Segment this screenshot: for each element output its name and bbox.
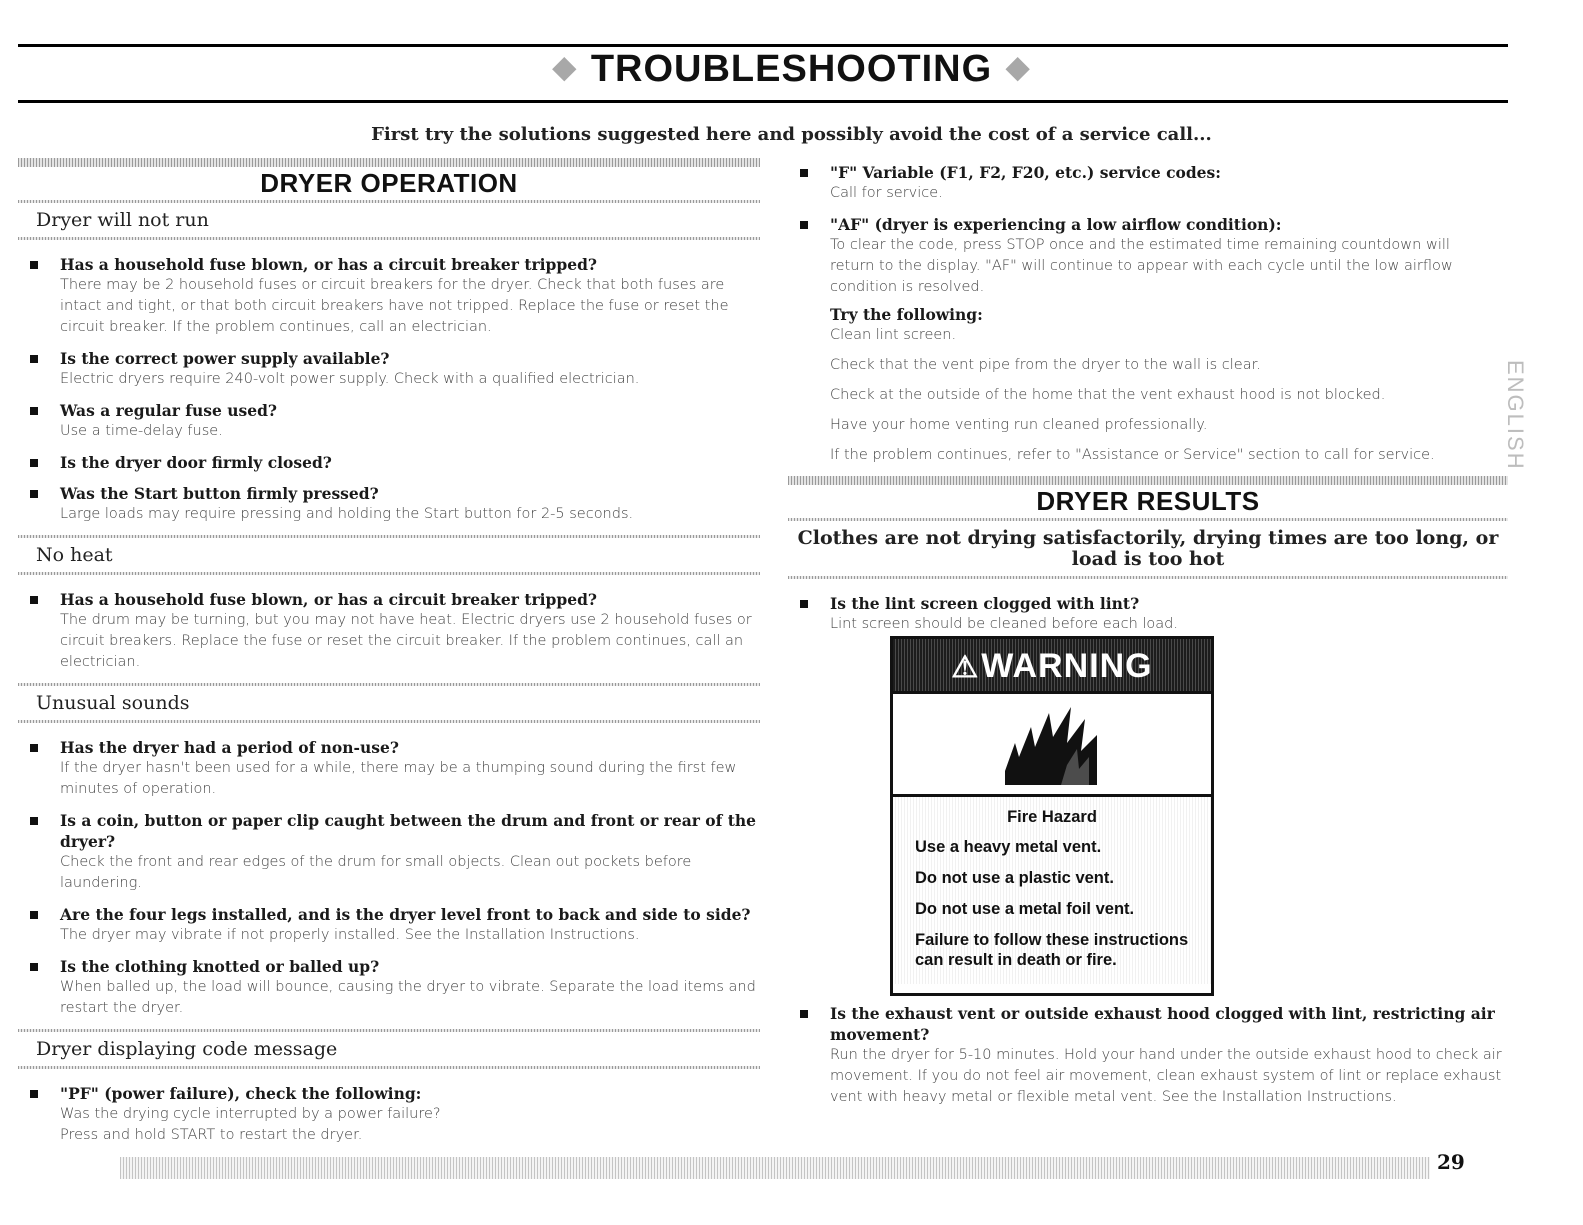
fire-hazard-label: Fire Hazard bbox=[1007, 808, 1097, 826]
try-item: Clean lint screen. bbox=[830, 327, 957, 343]
list-item bbox=[788, 593, 1508, 635]
page-title bbox=[0, 48, 1583, 91]
code-message-list bbox=[18, 1083, 760, 1146]
dryer-operation-heading: DRYER OPERATION bbox=[260, 168, 518, 198]
warning-line: Do not use a plastic vent. bbox=[915, 869, 1114, 887]
try-heading: Try the following: bbox=[830, 305, 983, 324]
diamond-icon: ◆ bbox=[552, 51, 577, 84]
try-item: Check at the outside of the home that the vent exhaust hood is not blocked. bbox=[830, 387, 1386, 403]
list-item bbox=[788, 162, 1508, 204]
list-item bbox=[18, 400, 760, 442]
diamond-icon: ◆ bbox=[1006, 51, 1031, 84]
unusual-sounds-heading: Unusual sounds bbox=[36, 692, 190, 714]
list-item bbox=[18, 956, 760, 1019]
question: Has a household fuse blown, or has a circuit breaker tripped? bbox=[60, 255, 597, 274]
try-item: Check that the vent pipe from the dryer to the wall is clear. bbox=[830, 357, 1261, 373]
page-title-text: TROUBLESHOOTING bbox=[590, 48, 993, 90]
fire-area bbox=[893, 691, 1211, 797]
answer: Press and hold START to restart the dryer. bbox=[60, 1127, 363, 1143]
square-bullet-icon bbox=[30, 817, 38, 825]
answer: The dryer may vibrate if not properly installed. See the Installation Instructions. bbox=[60, 927, 640, 943]
no-heat-heading: No heat bbox=[36, 544, 113, 566]
question: Is the correct power supply available? bbox=[60, 349, 390, 368]
section-band bbox=[788, 476, 1508, 485]
list-item bbox=[788, 1003, 1508, 1108]
dryer-results-heading: DRYER RESULTS bbox=[1036, 486, 1260, 516]
divider bbox=[18, 572, 760, 575]
question: Is the lint screen clogged with lint? bbox=[830, 594, 1140, 613]
question: "PF" (power failure), check the following: bbox=[60, 1084, 422, 1103]
warning-triangle-icon: ⚠ bbox=[951, 651, 980, 684]
answer: Run the dryer for 5-10 minutes. Hold your hand under the outside exhaust hood to check air movement. If you do not feel air movement, clean exhaust system of lint or replace exhaust vent with heavy metal or flexible metal vent. See the Installation Instructions. bbox=[830, 1047, 1502, 1105]
square-bullet-icon bbox=[30, 407, 38, 415]
question: Was a regular fuse used? bbox=[60, 401, 277, 420]
answer: Check the front and rear edges of the drum for small objects. Clean out pockets before laundering. bbox=[60, 854, 692, 891]
square-bullet-icon bbox=[30, 1090, 38, 1098]
language-tab: ENGLISH bbox=[1503, 359, 1528, 471]
service-codes-list bbox=[788, 162, 1508, 466]
code-message-heading: Dryer displaying code message bbox=[36, 1038, 338, 1060]
answer: Use a time-delay fuse. bbox=[60, 423, 223, 439]
answer: If the dryer hasn't been used for a while, there may be a thumping sound during the first few minutes of operation. bbox=[60, 760, 737, 797]
list-item bbox=[18, 810, 760, 894]
question: Has a household fuse blown, or has a circuit breaker tripped? bbox=[60, 590, 597, 609]
results-list-continued bbox=[788, 1003, 1508, 1118]
warning-banner-text: WARNING bbox=[981, 647, 1153, 685]
warning-line: Failure to follow these instructions can result in death or fire. bbox=[915, 931, 1189, 969]
square-bullet-icon bbox=[30, 596, 38, 604]
list-item bbox=[18, 904, 760, 946]
answer: There may be 2 household fuses or circuit breakers for the dryer. Check that both fuses are intact and tight, or that both circuit breakers have not tripped. Replace the fuse or reset the circuit breaker. If the problem continues, call an electrician. bbox=[60, 277, 729, 335]
square-bullet-icon bbox=[30, 963, 38, 971]
list-item bbox=[18, 483, 760, 525]
square-bullet-icon bbox=[30, 744, 38, 752]
answer: Lint screen should be cleaned before each load. bbox=[830, 616, 1178, 632]
section-band bbox=[18, 158, 760, 167]
page-subtitle: First try the solutions suggested here and possibly avoid the cost of a service call... bbox=[371, 124, 1212, 145]
right-column bbox=[788, 160, 1508, 645]
unusual-sounds-list bbox=[18, 737, 760, 1019]
list-item bbox=[18, 589, 760, 673]
question: Is the dryer door firmly closed? bbox=[60, 453, 332, 472]
question: "F" Variable (F1, F2, F20, etc.) service codes: bbox=[830, 163, 1221, 182]
results-list bbox=[788, 593, 1508, 635]
square-bullet-icon bbox=[30, 459, 38, 467]
answer: When balled up, the load will bounce, causing the dryer to vibrate. Separate the load items and restart the dryer. bbox=[60, 979, 756, 1016]
footer-band bbox=[120, 1157, 1430, 1179]
list-item bbox=[788, 214, 1508, 466]
warning-text bbox=[893, 797, 1211, 984]
page-number: 29 bbox=[1437, 1150, 1465, 1174]
question: Is the exhaust vent or outside exhaust hood clogged with lint, restricting air movement? bbox=[830, 1004, 1495, 1044]
no-heat-list bbox=[18, 589, 760, 673]
square-bullet-icon bbox=[30, 261, 38, 269]
divider bbox=[18, 1066, 760, 1069]
warning-box bbox=[890, 636, 1214, 996]
square-bullet-icon bbox=[30, 490, 38, 498]
answer: To clear the code, press STOP once and the estimated time remaining countdown will return to the display. "AF" will continue to appear with each cycle until the low airflow condition is resolved. bbox=[830, 237, 1453, 295]
list-item bbox=[18, 737, 760, 800]
list-item bbox=[18, 452, 760, 473]
try-item: Have your home venting run cleaned professionally. bbox=[830, 417, 1208, 433]
fire-icon bbox=[1001, 699, 1101, 789]
title-rule bbox=[18, 100, 1508, 103]
answer: Was the drying cycle interrupted by a power failure? bbox=[60, 1106, 441, 1122]
list-item bbox=[18, 1083, 760, 1146]
warning-line: Use a heavy metal vent. bbox=[915, 838, 1102, 856]
answer: The drum may be turning, but you may not have heat. Electric dryers use 2 household fuses or circuit breakers. Replace the fuse or reset the circuit breaker. If the problem continues, call an electrician. bbox=[60, 612, 752, 670]
square-bullet-icon bbox=[30, 355, 38, 363]
square-bullet-icon bbox=[30, 911, 38, 919]
will-not-run-list bbox=[18, 254, 760, 525]
divider bbox=[18, 720, 760, 723]
square-bullet-icon bbox=[800, 600, 808, 608]
list-item bbox=[18, 254, 760, 338]
top-rule bbox=[18, 44, 1508, 47]
will-not-run-heading: Dryer will not run bbox=[36, 209, 209, 231]
try-item: If the problem continues, refer to "Assistance or Service" section to call for service. bbox=[830, 447, 1435, 463]
divider bbox=[788, 576, 1508, 579]
square-bullet-icon bbox=[800, 1010, 808, 1018]
question: Has the dryer had a period of non-use? bbox=[60, 738, 399, 757]
question: Are the four legs installed, and is the dryer level front to back and side to side? bbox=[60, 905, 751, 924]
question: Is a coin, button or paper clip caught between the drum and front or rear of the dryer? bbox=[60, 811, 756, 851]
question: Was the Start button firmly pressed? bbox=[60, 484, 379, 503]
question: Is the clothing knotted or balled up? bbox=[60, 957, 380, 976]
square-bullet-icon bbox=[800, 169, 808, 177]
results-list-lower bbox=[788, 1003, 1508, 1108]
list-item bbox=[18, 348, 760, 390]
answer: Electric dryers require 240-volt power supply. Check with a qualified electrician. bbox=[60, 371, 640, 387]
answer: Large loads may require pressing and holding the Start button for 2-5 seconds. bbox=[60, 506, 634, 522]
answer: Call for service. bbox=[830, 185, 943, 201]
square-bullet-icon bbox=[800, 221, 808, 229]
divider bbox=[18, 237, 760, 240]
left-column bbox=[18, 158, 760, 1156]
question: "AF" (dryer is experiencing a low airflow condition): bbox=[830, 215, 1282, 234]
warning-line: Do not use a metal foil vent. bbox=[915, 900, 1135, 918]
results-subheading: Clothes are not drying satisfactorily, drying times are too long, or load is too hot bbox=[797, 527, 1499, 570]
warning-banner bbox=[893, 639, 1211, 691]
